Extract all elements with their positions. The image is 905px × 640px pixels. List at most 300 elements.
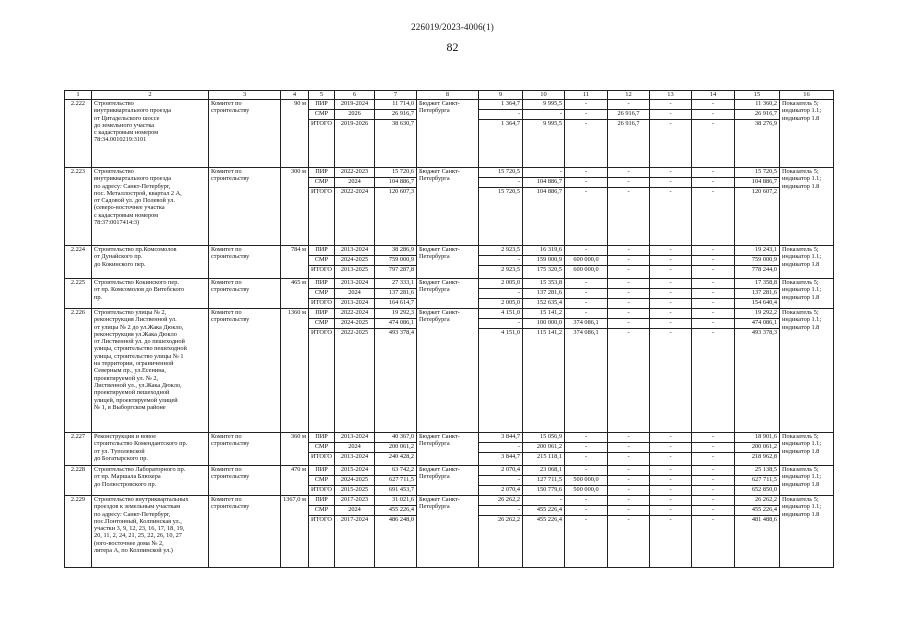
amount-cell: - [608, 496, 650, 506]
amount-cell: 25 138,5 [735, 466, 780, 476]
amount-cell: 2 923,5 [479, 266, 523, 279]
object-name [92, 496, 209, 568]
amount-cell: - [608, 516, 650, 568]
work-type: ИТОГО [309, 329, 335, 433]
amount-cell: 154 640,4 [735, 299, 780, 309]
amount-cell: - [692, 496, 735, 506]
amount-cell: - [608, 506, 650, 516]
amount-cell: 1 364,7 [479, 100, 523, 110]
column-number: 7 [375, 91, 417, 100]
work-period: 2022-2024 [335, 188, 375, 246]
amount-cell: - [608, 256, 650, 266]
amount-cell: - [608, 188, 650, 246]
amount-cell: 38 276,9 [735, 120, 780, 168]
funding-source: Бюджет Санкт-Петербурга [417, 168, 479, 246]
work-period: 2019-2026 [335, 120, 375, 168]
work-period: 2024 [335, 443, 375, 453]
amount-cell: - [608, 178, 650, 188]
amount-cell: 9 995,5 [523, 120, 565, 168]
amount-cell: - [650, 168, 692, 178]
amount-cell: 600 000,0 [565, 266, 608, 279]
amount-cell: - [565, 443, 608, 453]
amount-cell: - [608, 433, 650, 443]
amount-cell: 11 714,0 [375, 100, 417, 110]
amount-cell: - [479, 319, 523, 329]
work-period: 2024-2025 [335, 476, 375, 486]
amount-cell: - [692, 309, 735, 319]
amount-cell: - [565, 188, 608, 246]
funding-source: Бюджет Санкт-Петербурга [417, 496, 479, 568]
amount-cell: - [650, 433, 692, 443]
amount-cell: 100 000,0 [523, 319, 565, 329]
amount-cell: - [650, 279, 692, 289]
object-name-line: по адресу: Санкт-Петербург, [94, 510, 171, 518]
amount-cell: 137 281,6 [735, 289, 780, 299]
work-period: 2024 [335, 178, 375, 188]
column-number: 1 [65, 91, 92, 100]
object-name-line: 20, 11, 2, 24, 21, 25, 22, 26, 10, 27 [94, 532, 182, 540]
amount-cell: - [608, 100, 650, 110]
indicator-note: Показатель 5; индикатор 1.1; индикатор 1.8 [780, 100, 834, 168]
object-length: 1367,0 м [281, 496, 309, 568]
column-number: 9 [479, 91, 523, 100]
amount-cell: - [650, 266, 692, 279]
amount-cell: 374 086,1 [565, 319, 608, 329]
amount-cell: - [608, 453, 650, 466]
amount-cell: - [650, 100, 692, 110]
amount-cell: 200 061,2 [523, 443, 565, 453]
table-row [65, 309, 834, 319]
amount-cell: - [692, 453, 735, 466]
funding-source: Бюджет Санкт-Петербурга [417, 246, 479, 279]
amount-cell: 474 086,1 [735, 319, 780, 329]
amount-cell: 15 720,5 [479, 188, 523, 246]
amount-cell: 26 916,7 [608, 120, 650, 168]
amount-cell: 15 056,9 [523, 433, 565, 443]
amount-cell: - [523, 110, 565, 120]
object-name [92, 466, 209, 496]
amount-cell: 9 995,5 [523, 100, 565, 110]
work-period: 2017-2024 [335, 516, 375, 568]
item-number: 2.225 [65, 279, 92, 309]
object-name-line: Лиственной ул., ул.Жака Дюкло, [94, 381, 182, 389]
amount-cell: - [692, 110, 735, 120]
amount-cell: 40 367,0 [375, 433, 417, 443]
amount-cell: 493 378,4 [375, 329, 417, 433]
work-period: 2013-2025 [335, 266, 375, 279]
amount-cell: 159 000,9 [523, 256, 565, 266]
object-length: 300 м [281, 168, 309, 246]
work-period: 2013-2024 [335, 246, 375, 256]
object-name-line: внутриквартального проезда [94, 107, 171, 115]
customer-org: Комитет по строительству [209, 433, 281, 466]
amount-cell: - [650, 453, 692, 466]
amount-cell: - [608, 443, 650, 453]
funding-source: Бюджет Санкт-Петербурга [417, 309, 479, 433]
work-type: СМР [309, 443, 335, 453]
object-name-line: улицы, строительство пешеходной [94, 345, 187, 353]
amount-cell: - [608, 476, 650, 486]
amount-cell: - [479, 110, 523, 120]
amount-cell: 26 916,7 [735, 110, 780, 120]
amount-cell: - [523, 496, 565, 506]
amount-cell: - [479, 289, 523, 299]
amount-cell: - [692, 178, 735, 188]
column-number: 6 [335, 91, 375, 100]
amount-cell: - [565, 178, 608, 188]
object-name-line: улицы, строительство улицы № 1 [94, 352, 184, 360]
table-row [65, 100, 834, 110]
object-name [92, 246, 209, 279]
amount-cell: - [692, 246, 735, 256]
customer-org: Комитет по строительству [209, 168, 281, 246]
indicator-note: Показатель 5; индикатор 1.1; индикатор 1.8 [780, 433, 834, 466]
funding-source: Бюджет Санкт-Петербурга [417, 433, 479, 466]
work-type: СМР [309, 476, 335, 486]
table-row [65, 466, 834, 476]
object-name-line: проездов к земельным участкам [94, 503, 181, 511]
page-number: 82 [446, 40, 459, 54]
amount-cell: 104 886,7 [735, 178, 780, 188]
object-name-line: Строительство Лабораторного пр. [94, 466, 186, 473]
object-name-line: № 1, в Выборгском районе [94, 403, 166, 411]
indicator-note: Показатель 5; индикатор 1.1; индикатор 1.8 [780, 279, 834, 309]
customer-org: Комитет по строительству [209, 279, 281, 309]
column-number: 13 [650, 91, 692, 100]
object-name-line: от улицы № 2 до ул.Жака Дюкло, [94, 323, 184, 331]
amount-cell: 15 353,8 [523, 279, 565, 289]
amount-cell: - [650, 309, 692, 319]
work-period: 2015-2024 [335, 466, 375, 476]
amount-cell: 137 281,6 [375, 289, 417, 299]
amount-cell: - [565, 506, 608, 516]
work-type: СМР [309, 506, 335, 516]
amount-cell: - [650, 506, 692, 516]
work-period: 2015-2025 [335, 486, 375, 496]
amount-cell: - [650, 329, 692, 433]
item-number: 2.229 [65, 496, 92, 568]
item-number: 2.222 [65, 100, 92, 168]
work-type: ИТОГО [309, 453, 335, 466]
indicator-note: Показатель 5; индикатор 1.1; индикатор 1.8 [780, 246, 834, 279]
amount-cell: - [565, 466, 608, 476]
work-type: СМР [309, 110, 335, 120]
work-period: 2013-2024 [335, 453, 375, 466]
object-name-line: от Лиственной ул. до пешеходной [94, 338, 185, 346]
object-name-line: литера А, по Колпинской ул.) [94, 547, 173, 555]
amount-cell: - [608, 299, 650, 309]
work-period: 2013-2024 [335, 433, 375, 443]
amount-cell: 16 319,6 [523, 246, 565, 256]
amount-cell: - [565, 120, 608, 168]
object-name-line: до Полюстровского пр. [94, 480, 157, 488]
amount-cell: 63 742,2 [375, 466, 417, 476]
object-name-line: улицей, проектируемой улицей [94, 396, 178, 404]
program-table [64, 90, 834, 568]
object-name-line: проектируемой ул. № 2, [94, 374, 159, 382]
amount-cell: 240 428,2 [375, 453, 417, 466]
amount-cell: 17 358,8 [735, 279, 780, 289]
work-type: ИТОГО [309, 266, 335, 279]
amount-cell: 4 151,0 [479, 309, 523, 319]
amount-cell: 120 607,3 [375, 188, 417, 246]
amount-cell: - [692, 299, 735, 309]
column-number-row [65, 91, 834, 100]
amount-cell: 500 000,0 [565, 476, 608, 486]
object-length: 90 м [281, 100, 309, 168]
object-name-line: от ул. Туполевской [94, 447, 145, 455]
amount-cell: 600 000,0 [565, 256, 608, 266]
object-name-line: от Садовой ул. до Полевой ул. [94, 197, 176, 205]
work-type: ИТОГО [309, 486, 335, 496]
amount-cell: - [565, 289, 608, 299]
amount-cell: 1 364,7 [479, 120, 523, 168]
amount-cell: 2 070,4 [479, 466, 523, 476]
amount-cell: 15 720,5 [479, 168, 523, 178]
amount-cell: 493 378,3 [735, 329, 780, 433]
amount-cell: - [692, 266, 735, 279]
work-type: ИТОГО [309, 188, 335, 246]
amount-cell: - [692, 188, 735, 246]
amount-cell: - [692, 100, 735, 110]
amount-cell: 486 248,0 [375, 516, 417, 568]
object-name-line: (северо-восточнее участка [94, 204, 165, 212]
amount-cell: 759 000,9 [735, 256, 780, 266]
indicator-note: Показатель 5; индикатор 1.1; индикатор 1.8 [780, 496, 834, 568]
work-period: 2026 [335, 110, 375, 120]
amount-cell: - [565, 246, 608, 256]
amount-cell: 104 886,7 [523, 178, 565, 188]
amount-cell: - [650, 178, 692, 188]
object-name-line: Строительство пр.Комсомолов [94, 246, 177, 253]
object-name-line: Строительство [94, 168, 134, 175]
work-period: 2024-2025 [335, 256, 375, 266]
amount-cell: - [565, 279, 608, 289]
object-name-line: с кадастровым номером [94, 129, 159, 137]
amount-cell: - [692, 289, 735, 299]
amount-cell: 115 141,2 [523, 329, 565, 433]
object-name [92, 279, 209, 309]
amount-cell: - [650, 476, 692, 486]
work-period: 2013-2024 [335, 299, 375, 309]
work-period: 2019-2024 [335, 100, 375, 110]
amount-cell: - [650, 110, 692, 120]
column-number: 12 [608, 91, 650, 100]
object-name-line: 78:34.0010219:3101 [94, 136, 147, 144]
object-name-line: 78:37:0017414:3) [94, 219, 140, 227]
object-name-line: (юго-восточнее дома № 2, [94, 539, 164, 547]
amount-cell: 778 244,0 [735, 266, 780, 279]
customer-org: Комитет по строительству [209, 309, 281, 433]
customer-org: Комитет по строительству [209, 100, 281, 168]
item-number: 2.226 [65, 309, 92, 433]
amount-cell: 218 962,8 [735, 453, 780, 466]
object-name-line: Строительство [94, 100, 134, 107]
amount-cell: 3 844,7 [479, 453, 523, 466]
amount-cell: 215 118,1 [523, 453, 565, 466]
work-period: 2022-2025 [335, 329, 375, 433]
object-length: 360 м [281, 433, 309, 466]
amount-cell: - [692, 486, 735, 496]
amount-cell: 104 886,7 [523, 188, 565, 246]
amount-cell: - [479, 256, 523, 266]
funding-source: Бюджет Санкт-Петербурга [417, 466, 479, 496]
object-name-line: пр. [94, 293, 103, 301]
amount-cell: 19 292,2 [735, 309, 780, 319]
column-number: 14 [692, 91, 735, 100]
object-name-line: на территории, ограниченной [94, 360, 174, 368]
amount-cell: 15 720,6 [375, 168, 417, 178]
object-name-line: строительство Комендантского пр. [94, 440, 188, 448]
object-length: 784 м [281, 246, 309, 279]
object-name-line: от пр. Комсомолов до Витебского [94, 286, 185, 294]
amount-cell: - [692, 516, 735, 568]
amount-cell: 374 086,1 [565, 329, 608, 433]
amount-cell: - [523, 168, 565, 178]
amount-cell: 164 614,7 [375, 299, 417, 309]
work-type: СМР [309, 319, 335, 329]
amount-cell: - [608, 329, 650, 433]
amount-cell: - [650, 496, 692, 506]
object-name-line: по адресу: Санкт-Петербург, [94, 182, 171, 190]
amount-cell: 104 886,7 [375, 178, 417, 188]
amount-cell: 152 635,4 [523, 299, 565, 309]
work-period: 2017-2023 [335, 496, 375, 506]
item-number: 2.223 [65, 168, 92, 246]
amount-cell: 26 262,2 [479, 496, 523, 506]
amount-cell: 26 916,7 [375, 110, 417, 120]
amount-cell: - [650, 289, 692, 299]
object-name-line: до Богатырского пр. [94, 454, 148, 462]
amount-cell: - [565, 309, 608, 319]
object-name [92, 168, 209, 246]
work-type: СМР [309, 289, 335, 299]
amount-cell: - [692, 329, 735, 433]
work-type: ПИР [309, 279, 335, 289]
amount-cell: 455 226,4 [375, 506, 417, 516]
amount-cell: 26 262,2 [479, 516, 523, 568]
amount-cell: 150 779,6 [523, 486, 565, 496]
amount-cell: - [479, 506, 523, 516]
column-number: 4 [281, 91, 309, 100]
amount-cell: - [565, 168, 608, 178]
item-number: 2.227 [65, 433, 92, 466]
indicator-note: Показатель 5; индикатор 1.1; индикатор 1.8 [780, 309, 834, 433]
amount-cell: 455 226,4 [735, 506, 780, 516]
amount-cell: - [565, 516, 608, 568]
amount-cell: 455 226,4 [523, 506, 565, 516]
work-period: 2013-2024 [335, 279, 375, 289]
customer-org: Комитет по строительству [209, 496, 281, 568]
amount-cell: - [479, 443, 523, 453]
document-number: 226019/2023-4006(1) [411, 22, 494, 32]
amount-cell: - [692, 466, 735, 476]
table-row [65, 168, 834, 178]
amount-cell: - [650, 319, 692, 329]
amount-cell: 18 901,6 [735, 433, 780, 443]
amount-cell: 23 068,1 [523, 466, 565, 476]
amount-cell: 19 243,1 [735, 246, 780, 256]
column-number: 5 [309, 91, 335, 100]
amount-cell: 759 000,9 [375, 256, 417, 266]
amount-cell: 3 844,7 [479, 433, 523, 443]
column-number: 15 [735, 91, 780, 100]
work-period: 2024 [335, 506, 375, 516]
amount-cell: 15 720,5 [735, 168, 780, 178]
column-number: 8 [417, 91, 479, 100]
amount-cell: 627 711,5 [735, 476, 780, 486]
work-period: 2022-2024 [335, 309, 375, 319]
column-number: 3 [209, 91, 281, 100]
amount-cell: - [692, 168, 735, 178]
amount-cell: 15 141,2 [523, 309, 565, 319]
column-number: 2 [92, 91, 209, 100]
funding-source: Бюджет Санкт-Петербурга [417, 100, 479, 168]
amount-cell: - [692, 120, 735, 168]
customer-org: Комитет по строительству [209, 466, 281, 496]
amount-cell: 627 711,5 [375, 476, 417, 486]
work-type: ПИР [309, 309, 335, 319]
amount-cell: 31 021,6 [375, 496, 417, 506]
amount-cell: - [565, 299, 608, 309]
amount-cell: 2 070,4 [479, 486, 523, 496]
object-name-line: пос.Понтонный, Колпинская ул., [94, 517, 182, 525]
work-type: ИТОГО [309, 120, 335, 168]
amount-cell: - [650, 486, 692, 496]
amount-cell: 120 607,2 [735, 188, 780, 246]
amount-cell: 797 287,8 [375, 266, 417, 279]
table-row [65, 496, 834, 506]
amount-cell: - [692, 279, 735, 289]
object-length: 465 м [281, 279, 309, 309]
amount-cell: - [692, 433, 735, 443]
object-name-line: внутриквартального проезда [94, 175, 171, 183]
item-number: 2.224 [65, 246, 92, 279]
table-row [65, 433, 834, 443]
object-name-line: пос. Металлострой, квартал 2 А, [94, 189, 182, 197]
object-name-line: от пр. Маршала Блюхера [94, 473, 161, 481]
work-type: ПИР [309, 466, 335, 476]
work-type: ИТОГО [309, 299, 335, 309]
amount-cell: 500 000,0 [565, 486, 608, 496]
amount-cell: - [650, 299, 692, 309]
amount-cell: 4 151,0 [479, 329, 523, 433]
amount-cell: - [608, 289, 650, 299]
amount-cell: 38 630,7 [375, 120, 417, 168]
amount-cell: 481 488,6 [735, 516, 780, 568]
item-number: 2.228 [65, 466, 92, 496]
work-type: ИТОГО [309, 516, 335, 568]
amount-cell: - [650, 246, 692, 256]
amount-cell: - [608, 168, 650, 178]
amount-cell: 474 086,1 [375, 319, 417, 329]
amount-cell: 691 453,7 [375, 486, 417, 496]
object-name-line: Строительство улицы № 2, [94, 309, 167, 316]
object-name-line: от Цитадельского шоссе [94, 114, 160, 122]
amount-cell: 38 286,9 [375, 246, 417, 256]
amount-cell: - [565, 110, 608, 120]
amount-cell: 200 061,2 [735, 443, 780, 453]
indicator-note: Показатель 5; индикатор 1.1; индикатор 1.8 [780, 168, 834, 246]
amount-cell: - [650, 188, 692, 246]
amount-cell: 2 923,5 [479, 246, 523, 256]
amount-cell: 26 916,7 [608, 110, 650, 120]
object-name [92, 433, 209, 466]
object-name-line: Реконструкция и новое [94, 433, 156, 440]
amount-cell: - [650, 516, 692, 568]
work-period: 2024 [335, 289, 375, 299]
amount-cell: - [479, 476, 523, 486]
